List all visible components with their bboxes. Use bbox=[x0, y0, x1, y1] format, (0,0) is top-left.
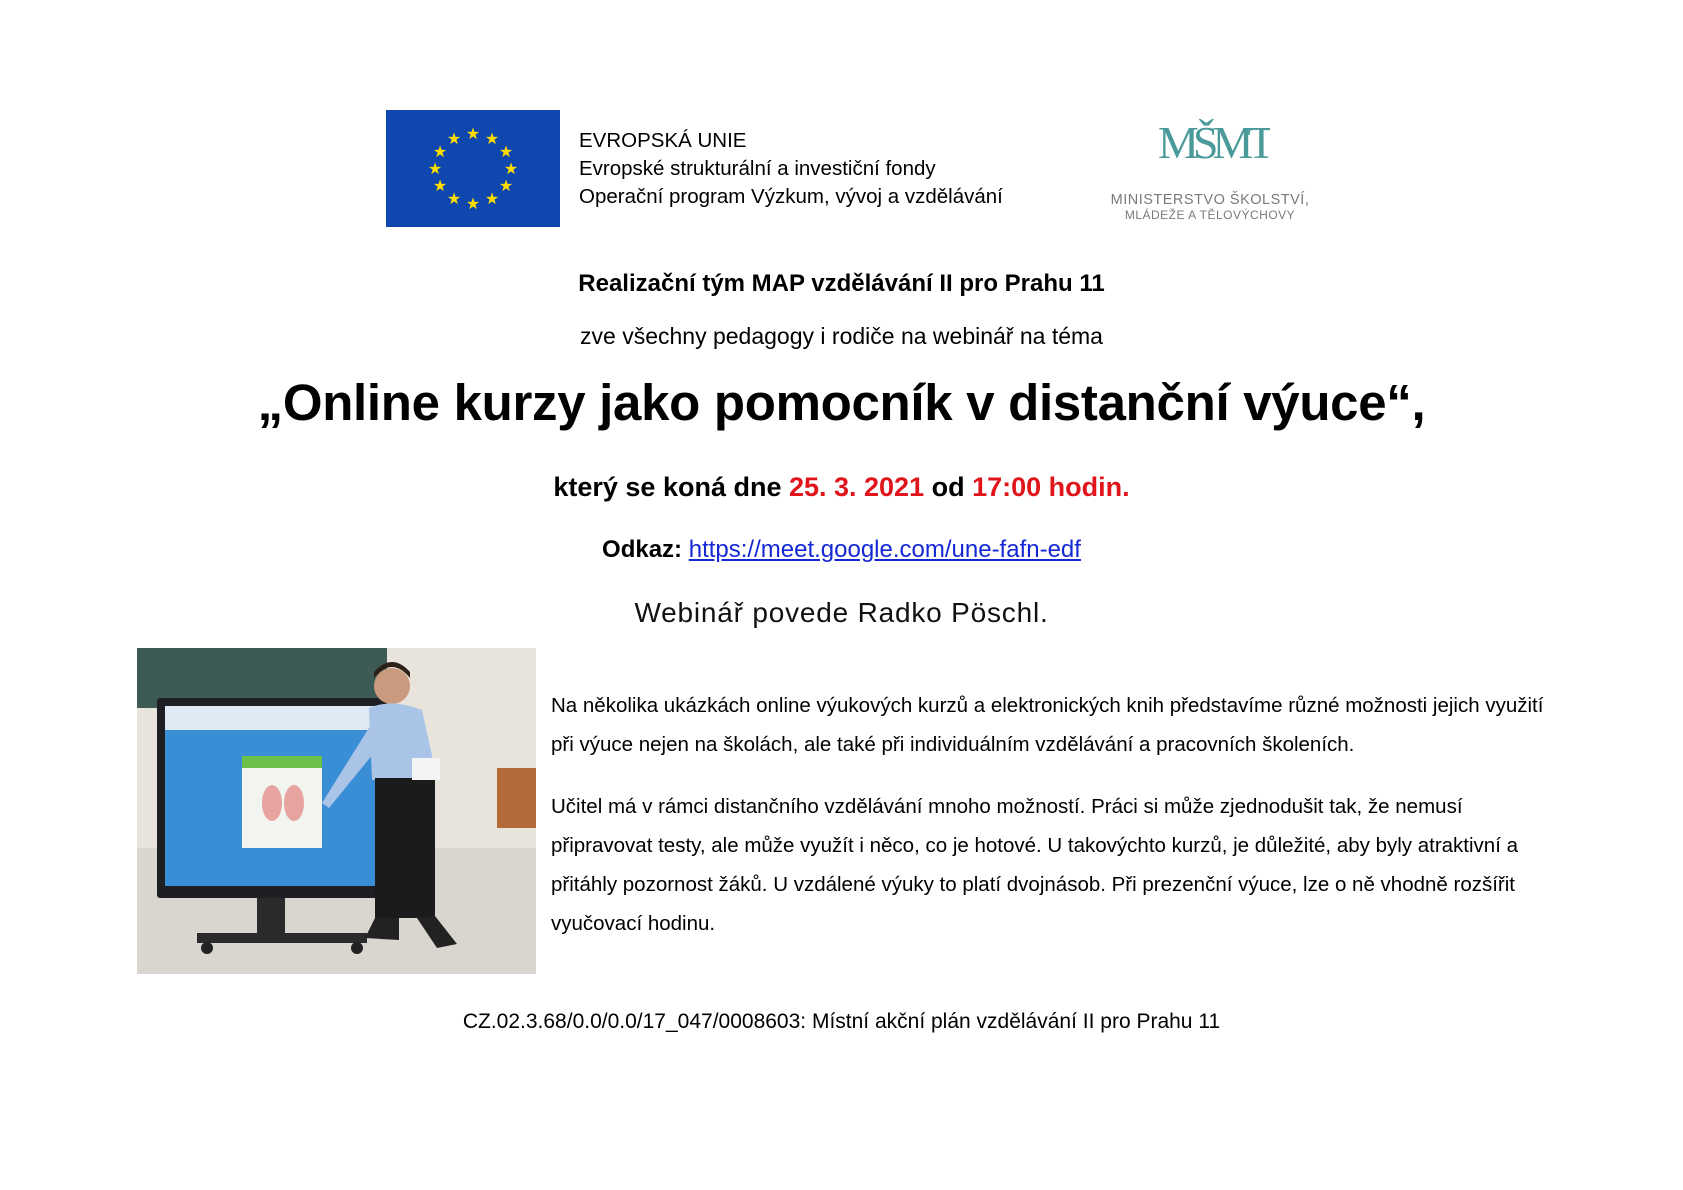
msmt-line-2: MLÁDEŽE A TĚLOVÝCHOVY bbox=[1124, 208, 1296, 222]
msmt-logo-text bbox=[1090, 192, 1330, 222]
svg-text:★: ★ bbox=[432, 176, 448, 195]
eu-line-3: Operační program Výzkum, vývoj a vzdělávání bbox=[579, 185, 1003, 208]
eu-line-1: EVROPSKÁ UNIE bbox=[579, 129, 747, 152]
presenter-photo bbox=[137, 648, 536, 974]
svg-text:★: ★ bbox=[432, 142, 448, 161]
link-label: Odkaz: bbox=[602, 536, 683, 563]
description bbox=[551, 686, 1561, 966]
link-line bbox=[0, 536, 1683, 564]
project-footer: CZ.02.3.68/0.0/0.0/17_047/0008603: Místní akční plán vzdělávání II pro Prahu 11 bbox=[462, 1010, 1221, 1033]
eu-program-text bbox=[579, 127, 1003, 211]
svg-text:★: ★ bbox=[498, 176, 514, 195]
organizer-team: Realizační tým MAP vzdělávání II pro Prahu 11 bbox=[578, 270, 1105, 297]
date-prefix: který se koná dne bbox=[553, 472, 789, 502]
presenter-line: Webinář povede Radko Pöschl. bbox=[634, 597, 1049, 628]
svg-text:★: ★ bbox=[465, 124, 481, 143]
msmt-logo-letters: MŠMT bbox=[1158, 117, 1270, 168]
event-time: 17:00 hodin. bbox=[972, 472, 1130, 502]
date-mid: od bbox=[924, 472, 973, 502]
eu-stars-icon bbox=[386, 110, 560, 227]
svg-text:★: ★ bbox=[484, 189, 500, 208]
msmt-line-1: MINISTERSTVO ŠKOLSTVÍ, bbox=[1110, 192, 1310, 208]
svg-text:★: ★ bbox=[484, 129, 500, 148]
event-date: 25. 3. 2021 bbox=[788, 472, 925, 502]
date-line bbox=[0, 472, 1683, 503]
svg-text:★: ★ bbox=[446, 189, 462, 208]
webinar-title: „Online kurzy jako pomocník v distanční výuce“, bbox=[257, 374, 1426, 431]
svg-text:★: ★ bbox=[498, 142, 514, 161]
meeting-link[interactable]: https://meet.google.com/une-fafn-edf bbox=[688, 536, 1081, 563]
svg-text:★: ★ bbox=[465, 194, 481, 213]
svg-text:★: ★ bbox=[446, 129, 462, 148]
paragraph-1: Na několika ukázkách online výukových kurzů a elektronických knih představíme různé možnosti jejich využití při výuce nejen na školách, ale také při individuálním vzdělávání a pracovních školeních. bbox=[551, 694, 1544, 756]
paragraph-2: Učitel má v rámci distančního vzdělávání mnoho možností. Práci si může zjednodušit tak, že nemusí připravovat testy, ale může využít i něco, co je hotové. U takovýchto kurzů, je důležité, aby byly atraktivní a přitáhly pozornost žáků. U vzdálené výuky to platí dvojnásob. Při prezenční výuce, lze o ně vhodně rozšířit vyučovací hodinu. bbox=[551, 795, 1518, 935]
invitation-text: zve všechny pedagogy i rodiče na webinář na téma bbox=[580, 323, 1103, 349]
eu-flag-logo bbox=[386, 110, 560, 227]
svg-text:★: ★ bbox=[503, 159, 519, 178]
svg-text:★: ★ bbox=[427, 159, 443, 178]
msmt-logo-mark bbox=[1150, 110, 1270, 190]
eu-line-2: Evropské strukturální a investiční fondy bbox=[579, 157, 936, 180]
